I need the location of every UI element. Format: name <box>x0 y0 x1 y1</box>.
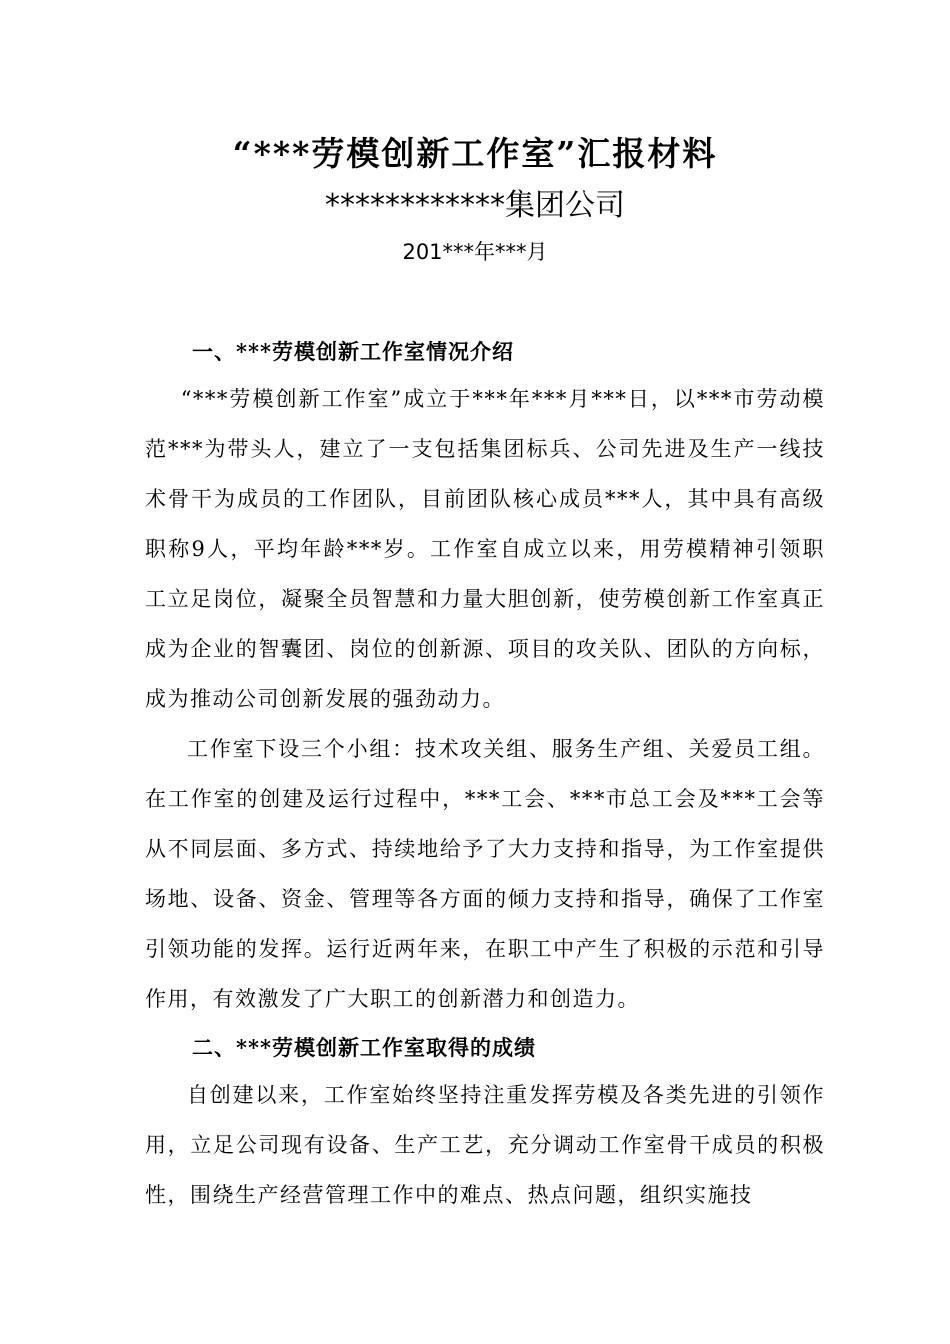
company-name: ************集团公司 <box>325 188 625 223</box>
document-title: “***劳模创新工作室”汇报材料 <box>232 134 718 173</box>
section-heading-2: 二、***劳模创新工作室取得的成绩 <box>192 1035 536 1060</box>
section-body-2 <box>145 1070 825 1220</box>
document-date: 201***年***月 <box>402 240 548 264</box>
paragraph: “***劳模创新工作室”成立于***年***月***日，以***市劳动模范***为带头人，建立了一支包括集团标兵、公司先进及生产一线技术骨干为成员的工作团队，目前团队核心成员***人，其中具有高级职称9人，平均年龄***岁。工作室自成立以来，用劳模精神引领职工立足岗位，凝聚全员智慧和力量大胆创新，使劳模创新工作室真正成为企业的智囊团、岗位的创新源、项目的攻关队、团队的方向标，成为推动公司创新发展的强劲动力。 <box>145 387 825 711</box>
paragraph: 工作室下设三个小组：技术攻关组、服务生产组、关爱员工组。在工作室的创建及运行过程中，***工会、***市总工会及***工会等从不同层面、多方式、持续地给予了大力支持和指导，为工作室提供场地、设备、资金、管理等各方面的倾力支持和指导，确保了工作室引领功能的发挥。运行近两年来，在职工中产生了积极的示范和引导作用，有效激发了广大职工的创新潜力和创造力。 <box>145 737 825 1011</box>
section-body-1 <box>145 374 825 1024</box>
paragraph: 自创建以来，工作室始终坚持注重发挥劳模及各类先进的引领作用，立足公司现有设备、生产工艺，充分调动工作室骨干成员的积极性，围绕生产经营管理工作中的难点、热点问题，组织实施技 <box>145 1083 825 1207</box>
section-heading-1: 一、***劳模创新工作室情况介绍 <box>192 339 514 364</box>
